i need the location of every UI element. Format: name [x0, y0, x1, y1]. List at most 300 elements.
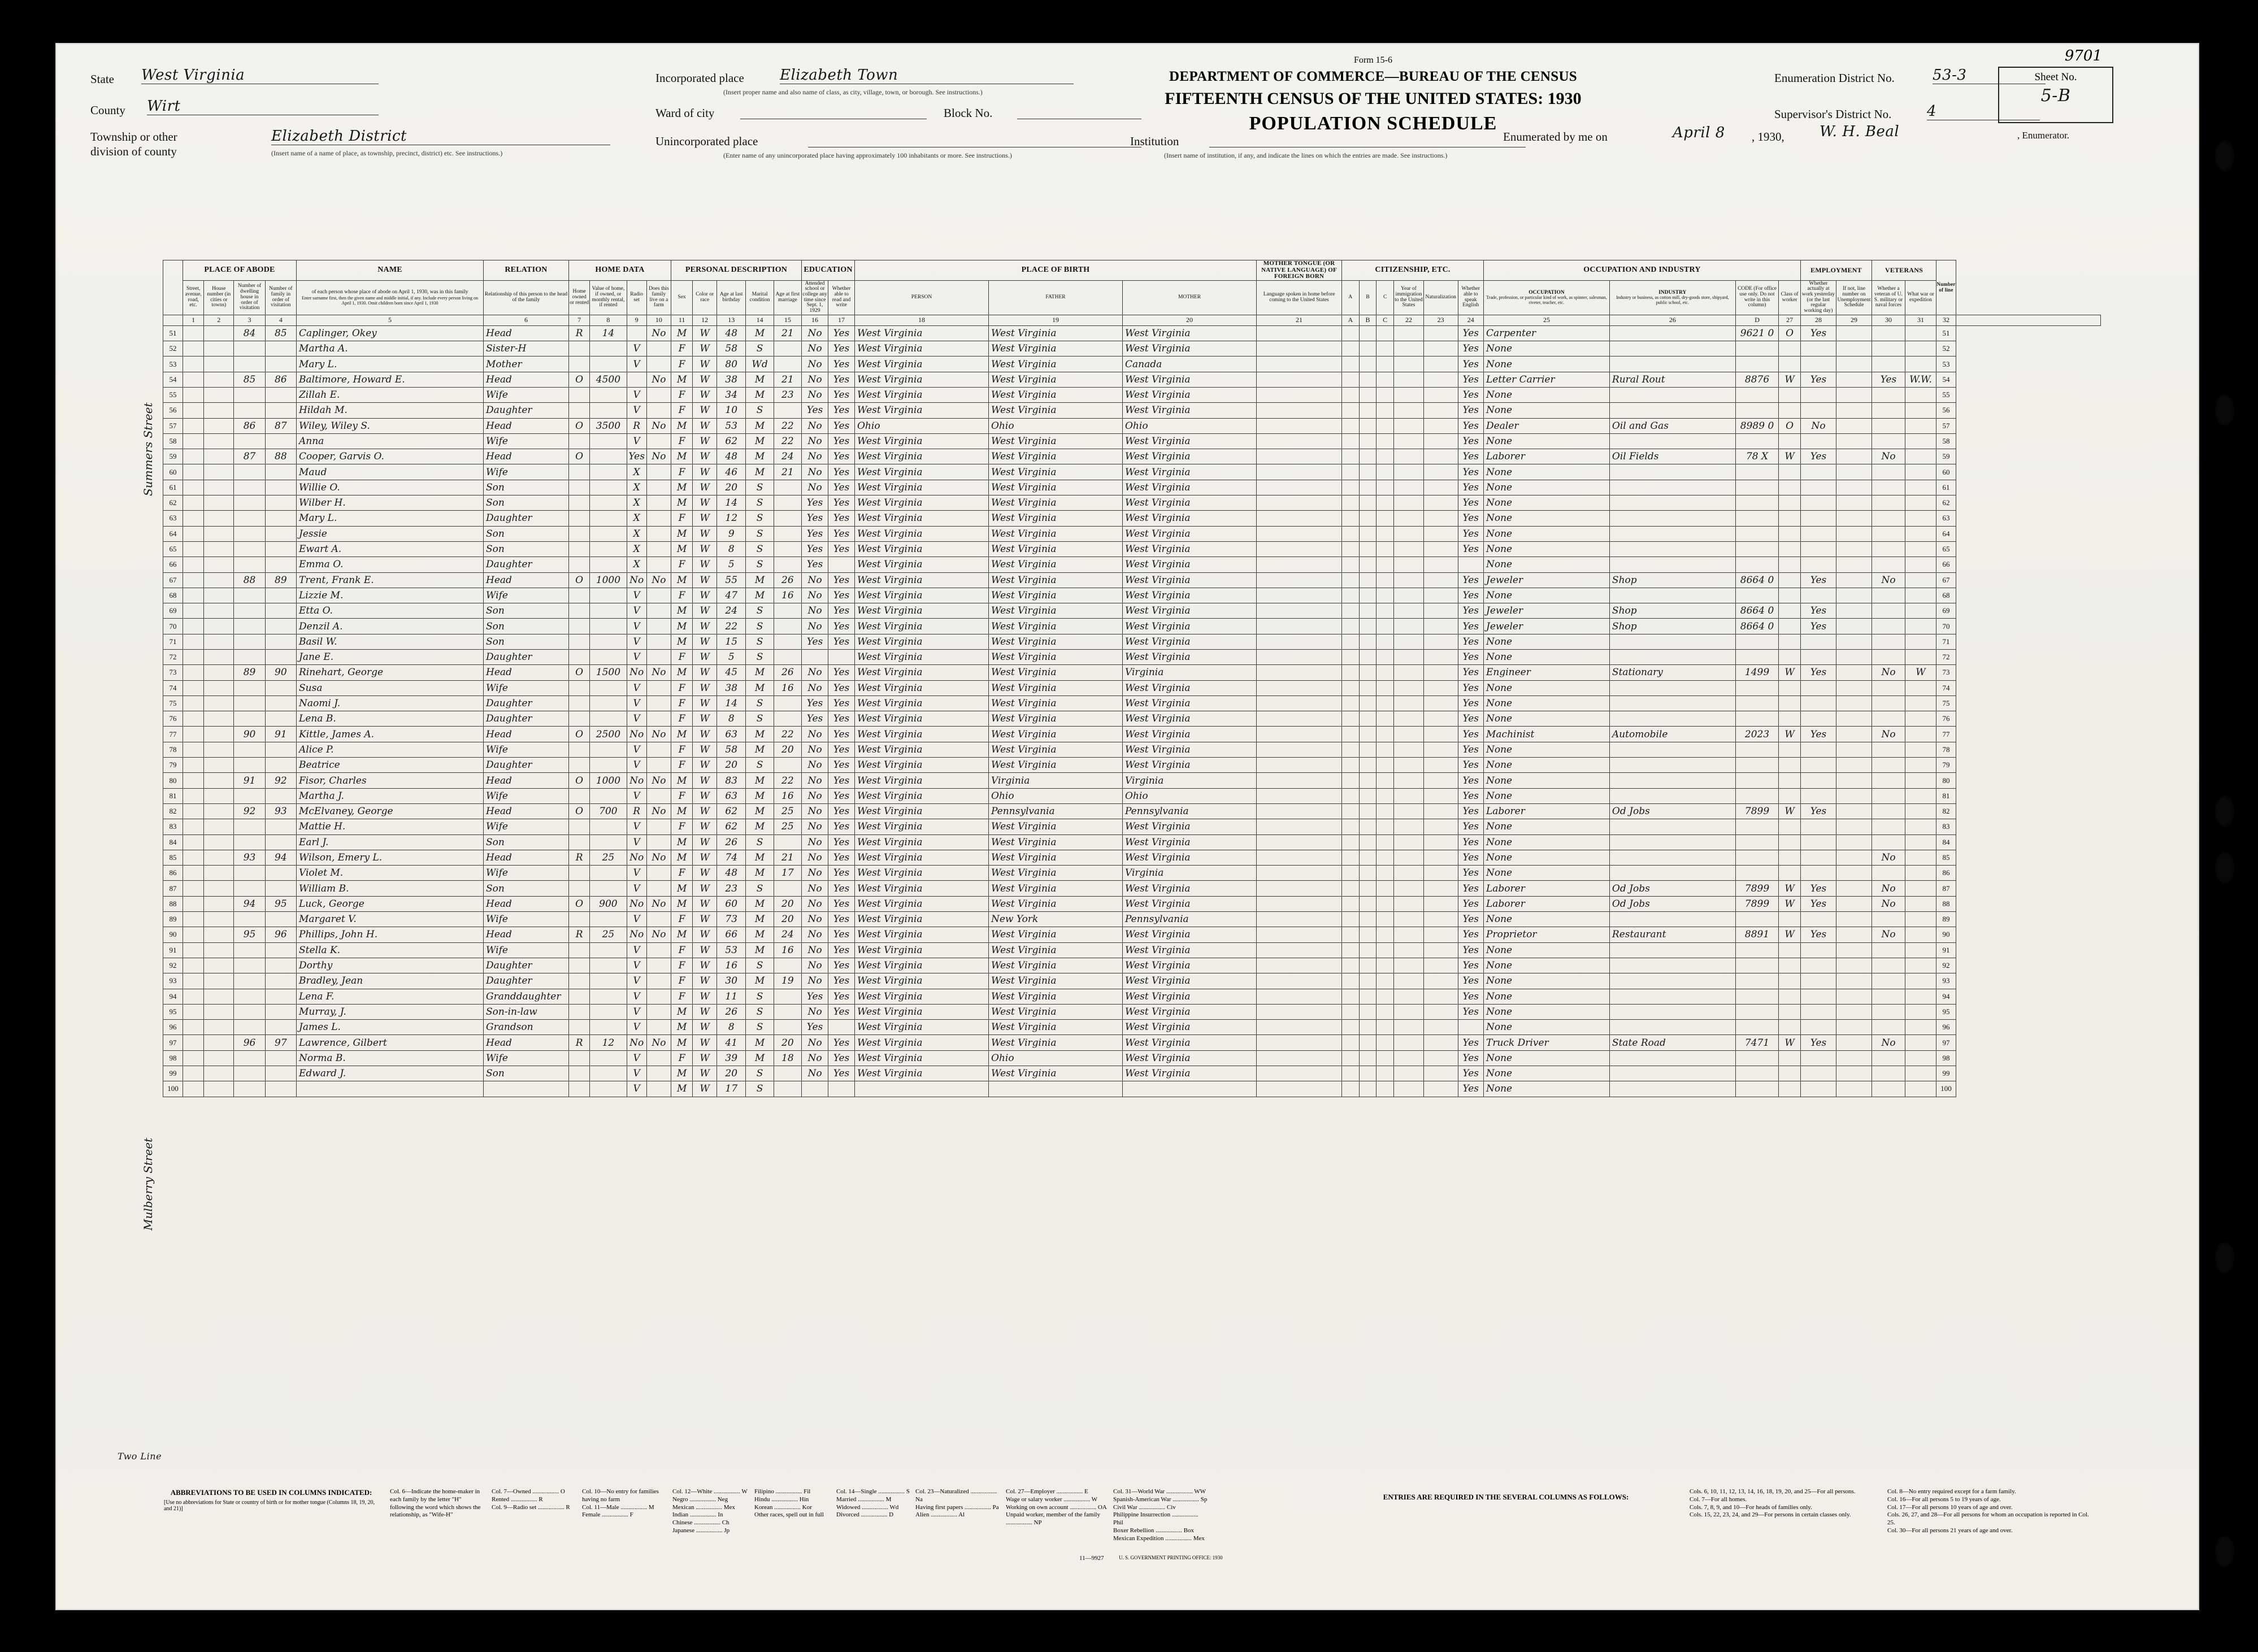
cell-codeC — [1376, 433, 1394, 449]
cell-codeB — [1359, 495, 1376, 511]
cell-natz — [1423, 989, 1458, 1004]
cell-lang — [1257, 866, 1342, 881]
cell-cls — [1779, 834, 1801, 850]
cell-fpob: West Virginia — [989, 850, 1123, 865]
ed-value: 53-3 — [1933, 67, 2046, 84]
cell-rel: Son — [484, 541, 569, 557]
cell-lang — [1257, 526, 1342, 541]
cell-street — [183, 850, 204, 865]
cell-fpob: West Virginia — [989, 588, 1123, 603]
sub-industry — [1609, 280, 1735, 315]
cell-sch: No — [802, 480, 828, 495]
cell-eng: Yes — [1458, 1081, 1484, 1097]
cell-sch: No — [802, 680, 828, 695]
enumerated-label: Enumerated by me on — [1503, 130, 1608, 144]
cell-radio: V — [627, 788, 646, 803]
cell-occ: None — [1484, 511, 1610, 526]
cell-dwell — [234, 526, 265, 541]
cell-street — [183, 511, 204, 526]
cell-sch: No — [802, 803, 828, 819]
cell-eng: Yes — [1458, 1004, 1484, 1019]
footer-col14-single: Col. 14—Single ................. S — [836, 1488, 910, 1495]
cell-house — [204, 634, 234, 649]
cell-age: 62 — [717, 433, 746, 449]
row-line-number-right: 73 — [1936, 665, 1956, 680]
cell-own — [569, 464, 590, 480]
colnum-C: C — [1376, 315, 1394, 325]
cell-mpob: Virginia — [1123, 665, 1257, 680]
cell-vet — [1872, 958, 1905, 973]
schedule-title: POPULATION SCHEDULE — [1249, 113, 1497, 134]
cell-sch: No — [802, 1035, 828, 1050]
cell-fpob: West Virginia — [989, 742, 1123, 757]
cell-pob: West Virginia — [855, 372, 989, 387]
cell-own: R — [569, 927, 590, 942]
cell-own — [569, 1020, 590, 1035]
cell-codeA — [1342, 989, 1360, 1004]
cell-rel: Wife — [484, 680, 569, 695]
cell-fpob: Ohio — [989, 418, 1123, 433]
cell-fpob: West Virginia — [989, 1066, 1123, 1081]
cell-codeA — [1342, 341, 1360, 357]
colnum-D: D — [1735, 315, 1778, 325]
cell-cls: W — [1779, 665, 1801, 680]
cell-street — [183, 480, 204, 495]
cell-codeB — [1359, 989, 1376, 1004]
cell-empline — [1836, 387, 1872, 402]
row-line-number-left: 67 — [163, 572, 183, 588]
table-row — [163, 650, 2101, 665]
cell-dwell — [234, 973, 265, 989]
cell-house — [204, 572, 234, 588]
cell-ind — [1609, 773, 1735, 788]
cell-mpob: Ohio — [1123, 788, 1257, 803]
cell-sch: No — [802, 588, 828, 603]
film-hole — [2215, 140, 2234, 172]
cell-eng: Yes — [1458, 464, 1484, 480]
cell-agem — [774, 758, 801, 773]
cell-own — [569, 526, 590, 541]
cell-fpob: West Virginia — [989, 942, 1123, 958]
cell-mpob: West Virginia — [1123, 387, 1257, 402]
cell-empline — [1836, 418, 1872, 433]
cell-rel: Head — [484, 372, 569, 387]
cell-cls — [1779, 634, 1801, 649]
cell-codeC — [1376, 449, 1394, 464]
cell-val — [590, 650, 627, 665]
cell-occ: None — [1484, 588, 1610, 603]
cell-codeB — [1359, 834, 1376, 850]
cell-cls — [1779, 557, 1801, 572]
cell-dwell — [234, 1004, 265, 1019]
table-row — [163, 912, 2101, 927]
cell-ind — [1609, 341, 1735, 357]
cell-vet — [1872, 973, 1905, 989]
cell-rw: Yes — [828, 464, 855, 480]
cell-lang — [1257, 665, 1342, 680]
cell-mar: M — [746, 727, 774, 742]
cell-fpob: West Virginia — [989, 387, 1123, 402]
cell-agem: 24 — [774, 927, 801, 942]
row-line-number-left: 84 — [163, 834, 183, 850]
cell-mpob: West Virginia — [1123, 958, 1257, 973]
cell-codeA — [1342, 511, 1360, 526]
row-line-number-right: 67 — [1936, 572, 1956, 588]
cell-fam — [265, 403, 296, 418]
cell-mpob: West Virginia — [1123, 341, 1257, 357]
cell-yearimm — [1394, 511, 1424, 526]
cell-codeB — [1359, 403, 1376, 418]
cell-farm — [646, 1066, 671, 1081]
cell-cls — [1779, 742, 1801, 757]
cell-vet — [1872, 758, 1905, 773]
cell-farm: No — [646, 665, 671, 680]
cell-dwell — [234, 433, 265, 449]
cell-val — [590, 834, 627, 850]
row-line-number-right: 52 — [1936, 341, 1956, 357]
cell-codeB — [1359, 464, 1376, 480]
row-line-number-left: 52 — [163, 341, 183, 357]
cell-rw: Yes — [828, 418, 855, 433]
cell-war — [1905, 464, 1936, 480]
cell-rw — [828, 1020, 855, 1035]
cell-codeC — [1376, 958, 1394, 973]
cell-house — [204, 881, 234, 896]
cell-agem: 18 — [774, 1050, 801, 1066]
cell-pob: West Virginia — [855, 511, 989, 526]
cell-cls: W — [1779, 1035, 1801, 1050]
cell-val — [590, 1050, 627, 1066]
cell-occ: Truck Driver — [1484, 1035, 1610, 1050]
colnum-5: 5 — [297, 315, 484, 325]
sheet-footer — [164, 1488, 2096, 1573]
colnum-15: 15 — [774, 315, 801, 325]
cell-mar: M — [746, 464, 774, 480]
cell-rw: Yes — [828, 665, 855, 680]
sub-veteran: Whether a veteran of U. S. military or naval forces — [1872, 280, 1905, 315]
cell-rel: Sister-H — [484, 341, 569, 357]
cell-name: Bradley, Jean — [297, 973, 484, 989]
cell-vet — [1872, 603, 1905, 619]
cell-sex: F — [671, 942, 693, 958]
cell-rw: Yes — [828, 742, 855, 757]
cell-codeB — [1359, 727, 1376, 742]
cell-sex: M — [671, 727, 693, 742]
cell-natz — [1423, 695, 1458, 711]
row-line-number-left: 55 — [163, 387, 183, 402]
cell-name: Lena F. — [297, 989, 484, 1004]
cell-name: Etta O. — [297, 603, 484, 619]
cell-rel: Daughter — [484, 695, 569, 711]
cell-pob: West Virginia — [855, 803, 989, 819]
cell-fpob: West Virginia — [989, 511, 1123, 526]
cell-dwell — [234, 480, 265, 495]
cell-war: W — [1905, 665, 1936, 680]
cell-sch: Yes — [802, 711, 828, 727]
cell-street — [183, 650, 204, 665]
cell-codeC — [1376, 634, 1394, 649]
cell-fam — [265, 634, 296, 649]
cell-farm — [646, 464, 671, 480]
table-row — [163, 557, 2101, 572]
cell-race: W — [693, 866, 717, 881]
cell-work: Yes — [1801, 619, 1836, 634]
cell-natz — [1423, 387, 1458, 402]
cell-agem: 24 — [774, 449, 801, 464]
cell-sch: Yes — [802, 557, 828, 572]
cell-age: 53 — [717, 942, 746, 958]
cell-cls — [1779, 464, 1801, 480]
cell-ind — [1609, 634, 1735, 649]
row-line-number-left: 96 — [163, 1020, 183, 1035]
cell-rel: Head — [484, 418, 569, 433]
cell-race: W — [693, 958, 717, 973]
cell-sch: No — [802, 727, 828, 742]
table-row — [163, 989, 2101, 1004]
colnum-20: 20 — [1123, 315, 1257, 325]
cell-own — [569, 480, 590, 495]
cell-house — [204, 526, 234, 541]
sub-code-c: C — [1376, 280, 1394, 315]
cell-eng: Yes — [1458, 433, 1484, 449]
cell-agem: 23 — [774, 387, 801, 402]
cell-occ: None — [1484, 742, 1610, 757]
cell-mar: M — [746, 680, 774, 695]
cell-eng: Yes — [1458, 480, 1484, 495]
incorporated-value: Elizabeth Town — [780, 67, 1074, 84]
colnum-32: 32 — [1936, 315, 1956, 325]
cell-work: Yes — [1801, 803, 1836, 819]
cell-val: 12 — [590, 1035, 627, 1050]
cell-empline — [1836, 449, 1872, 464]
cell-rw: Yes — [828, 341, 855, 357]
sub-school: Attended school or college any time since Sept. 1, 1929 — [802, 280, 828, 315]
cell-dwell — [234, 1050, 265, 1066]
cell-natz — [1423, 819, 1458, 834]
table-row — [163, 665, 2101, 680]
cell-radio: V — [627, 403, 646, 418]
cell-ind — [1609, 1020, 1735, 1035]
cell-codeB — [1359, 572, 1376, 588]
sub-father: FATHER — [989, 280, 1123, 315]
cell-empline — [1836, 572, 1872, 588]
cell-mpob: West Virginia — [1123, 896, 1257, 911]
colnum-13: 13 — [717, 315, 746, 325]
cell-sex: M — [671, 850, 693, 865]
footer-col27-ownaccount: Working on own account ................. OA — [1006, 1503, 1107, 1511]
cell-mar: M — [746, 866, 774, 881]
cell-dwell — [234, 942, 265, 958]
cell-sch: Yes — [802, 511, 828, 526]
cell-fam — [265, 680, 296, 695]
cell-race: W — [693, 619, 717, 634]
cell-code — [1735, 480, 1778, 495]
cell-fpob: West Virginia — [989, 819, 1123, 834]
cell-race: W — [693, 927, 717, 942]
cell-age: 62 — [717, 819, 746, 834]
cell-war — [1905, 526, 1936, 541]
cell-sex: M — [671, 1004, 693, 1019]
cell-occ: None — [1484, 480, 1610, 495]
cell-mpob: West Virginia — [1123, 480, 1257, 495]
cell-farm — [646, 526, 671, 541]
cell-age: 30 — [717, 973, 746, 989]
cell-agem: 20 — [774, 896, 801, 911]
row-line-number-right: 59 — [1936, 449, 1956, 464]
cell-ind — [1609, 357, 1735, 372]
cell-fam — [265, 495, 296, 511]
table-row — [163, 973, 2101, 989]
colnum-right — [1956, 315, 2101, 325]
group-employment: EMPLOYMENT — [1801, 260, 1872, 281]
cell-cls — [1779, 866, 1801, 881]
footer-req-3: Cols. 7, 8, 9, and 10—For heads of families only. — [1690, 1503, 1812, 1511]
cell-fpob: West Virginia — [989, 541, 1123, 557]
cell-val — [590, 526, 627, 541]
cell-rel: Head — [484, 773, 569, 788]
row-line-number-left: 82 — [163, 803, 183, 819]
cell-natz — [1423, 572, 1458, 588]
cell-war — [1905, 480, 1936, 495]
cell-name: Martha A. — [297, 341, 484, 357]
cell-vet — [1872, 695, 1905, 711]
cell-empline — [1836, 341, 1872, 357]
cell-street — [183, 341, 204, 357]
cell-ind: Od Jobs — [1609, 803, 1735, 819]
cell-codeA — [1342, 433, 1360, 449]
cell-pob: West Virginia — [855, 727, 989, 742]
table-row — [163, 803, 2101, 819]
cell-empline — [1836, 541, 1872, 557]
unincorporated-label: Unincorporated place — [655, 134, 758, 148]
cell-vet — [1872, 325, 1905, 341]
sub-industry-code: CODE (For office use only. Do not write in this column) — [1735, 280, 1778, 315]
footer-col23-alien: Alien ................. Al — [915, 1511, 965, 1519]
cell-codeA — [1342, 1066, 1360, 1081]
cell-ind — [1609, 989, 1735, 1004]
cell-vet — [1872, 511, 1905, 526]
supervisor-value: 4 — [1927, 103, 2040, 120]
cell-codeA — [1342, 1020, 1360, 1035]
cell-rel — [484, 1081, 569, 1097]
cell-fam — [265, 541, 296, 557]
cell-fam — [265, 881, 296, 896]
cell-pob: West Virginia — [855, 387, 989, 402]
cell-race: W — [693, 850, 717, 865]
cell-mar: S — [746, 511, 774, 526]
cell-age: 5 — [717, 650, 746, 665]
cell-code — [1735, 650, 1778, 665]
cell-street — [183, 788, 204, 803]
sheet-number-box — [1998, 47, 2113, 123]
cell-eng: Yes — [1458, 665, 1484, 680]
cell-eng: Yes — [1458, 927, 1484, 942]
cell-codeC — [1376, 850, 1394, 865]
cell-ind — [1609, 480, 1735, 495]
cell-mpob — [1123, 1081, 1257, 1097]
cell-codeB — [1359, 603, 1376, 619]
cell-natz — [1423, 449, 1458, 464]
cell-code: 7899 — [1735, 896, 1778, 911]
cell-rw: Yes — [828, 1066, 855, 1081]
cell-sch: No — [802, 1004, 828, 1019]
table-row — [163, 1004, 2101, 1019]
cell-val — [590, 433, 627, 449]
cell-name: Trent, Frank E. — [297, 572, 484, 588]
cell-agem: 25 — [774, 803, 801, 819]
cell-vet: No — [1872, 927, 1905, 942]
cell-empline — [1836, 433, 1872, 449]
cell-farm — [646, 619, 671, 634]
cell-pob: West Virginia — [855, 912, 989, 927]
cell-codeA — [1342, 834, 1360, 850]
cell-name: Susa — [297, 680, 484, 695]
cell-lang — [1257, 1050, 1342, 1066]
cell-sch: No — [802, 773, 828, 788]
cell-occ: None — [1484, 557, 1610, 572]
cell-rw: Yes — [828, 588, 855, 603]
cell-codeC — [1376, 526, 1394, 541]
cell-mar: M — [746, 387, 774, 402]
cell-street — [183, 912, 204, 927]
cell-eng: Yes — [1458, 511, 1484, 526]
cell-war — [1905, 927, 1936, 942]
cell-vet: Yes — [1872, 372, 1905, 387]
cell-cls — [1779, 912, 1801, 927]
cell-pob: West Virginia — [855, 357, 989, 372]
cell-mar: M — [746, 1035, 774, 1050]
cell-own: O — [569, 773, 590, 788]
cell-codeC — [1376, 650, 1394, 665]
row-line-number-left: 76 — [163, 711, 183, 727]
cell-dwell — [234, 742, 265, 757]
cell-mar: S — [746, 603, 774, 619]
footer-col14 — [836, 1488, 910, 1519]
cell-house — [204, 742, 234, 757]
cell-age: 16 — [717, 958, 746, 973]
cell-farm — [646, 511, 671, 526]
row-line-number-right: 93 — [1936, 973, 1956, 989]
footer-req-7: Cols. 26, 27, and 28—For all persons for whom an occupation is reported in Col. 25. — [1887, 1511, 2089, 1526]
cell-agem: 20 — [774, 742, 801, 757]
abbr-title: ABBREVIATIONS TO BE USED IN COLUMNS INDICATED: — [170, 1488, 372, 1497]
cell-code — [1735, 403, 1778, 418]
cell-lang — [1257, 1035, 1342, 1050]
cell-house — [204, 788, 234, 803]
row-line-number-left: 51 — [163, 325, 183, 341]
cell-sch: No — [802, 866, 828, 881]
cell-own — [569, 958, 590, 973]
cell-fam: 92 — [265, 773, 296, 788]
cell-name: Baltimore, Howard E. — [297, 372, 484, 387]
cell-pob: West Virginia — [855, 650, 989, 665]
cell-codeB — [1359, 711, 1376, 727]
cell-empline — [1836, 912, 1872, 927]
cell-ind — [1609, 695, 1735, 711]
cell-natz — [1423, 1050, 1458, 1066]
cell-sex: F — [671, 973, 693, 989]
cell-codeA — [1342, 881, 1360, 896]
cell-occ: None — [1484, 1020, 1610, 1035]
cell-fpob: West Virginia — [989, 650, 1123, 665]
cell-name: Wilson, Emery L. — [297, 850, 484, 865]
cell-cls: W — [1779, 896, 1801, 911]
cell-sex: M — [671, 1066, 693, 1081]
cell-war — [1905, 866, 1936, 881]
row-line-number-left: 63 — [163, 511, 183, 526]
cell-mpob: Pennsylvania — [1123, 803, 1257, 819]
row-line-number-left: 65 — [163, 541, 183, 557]
